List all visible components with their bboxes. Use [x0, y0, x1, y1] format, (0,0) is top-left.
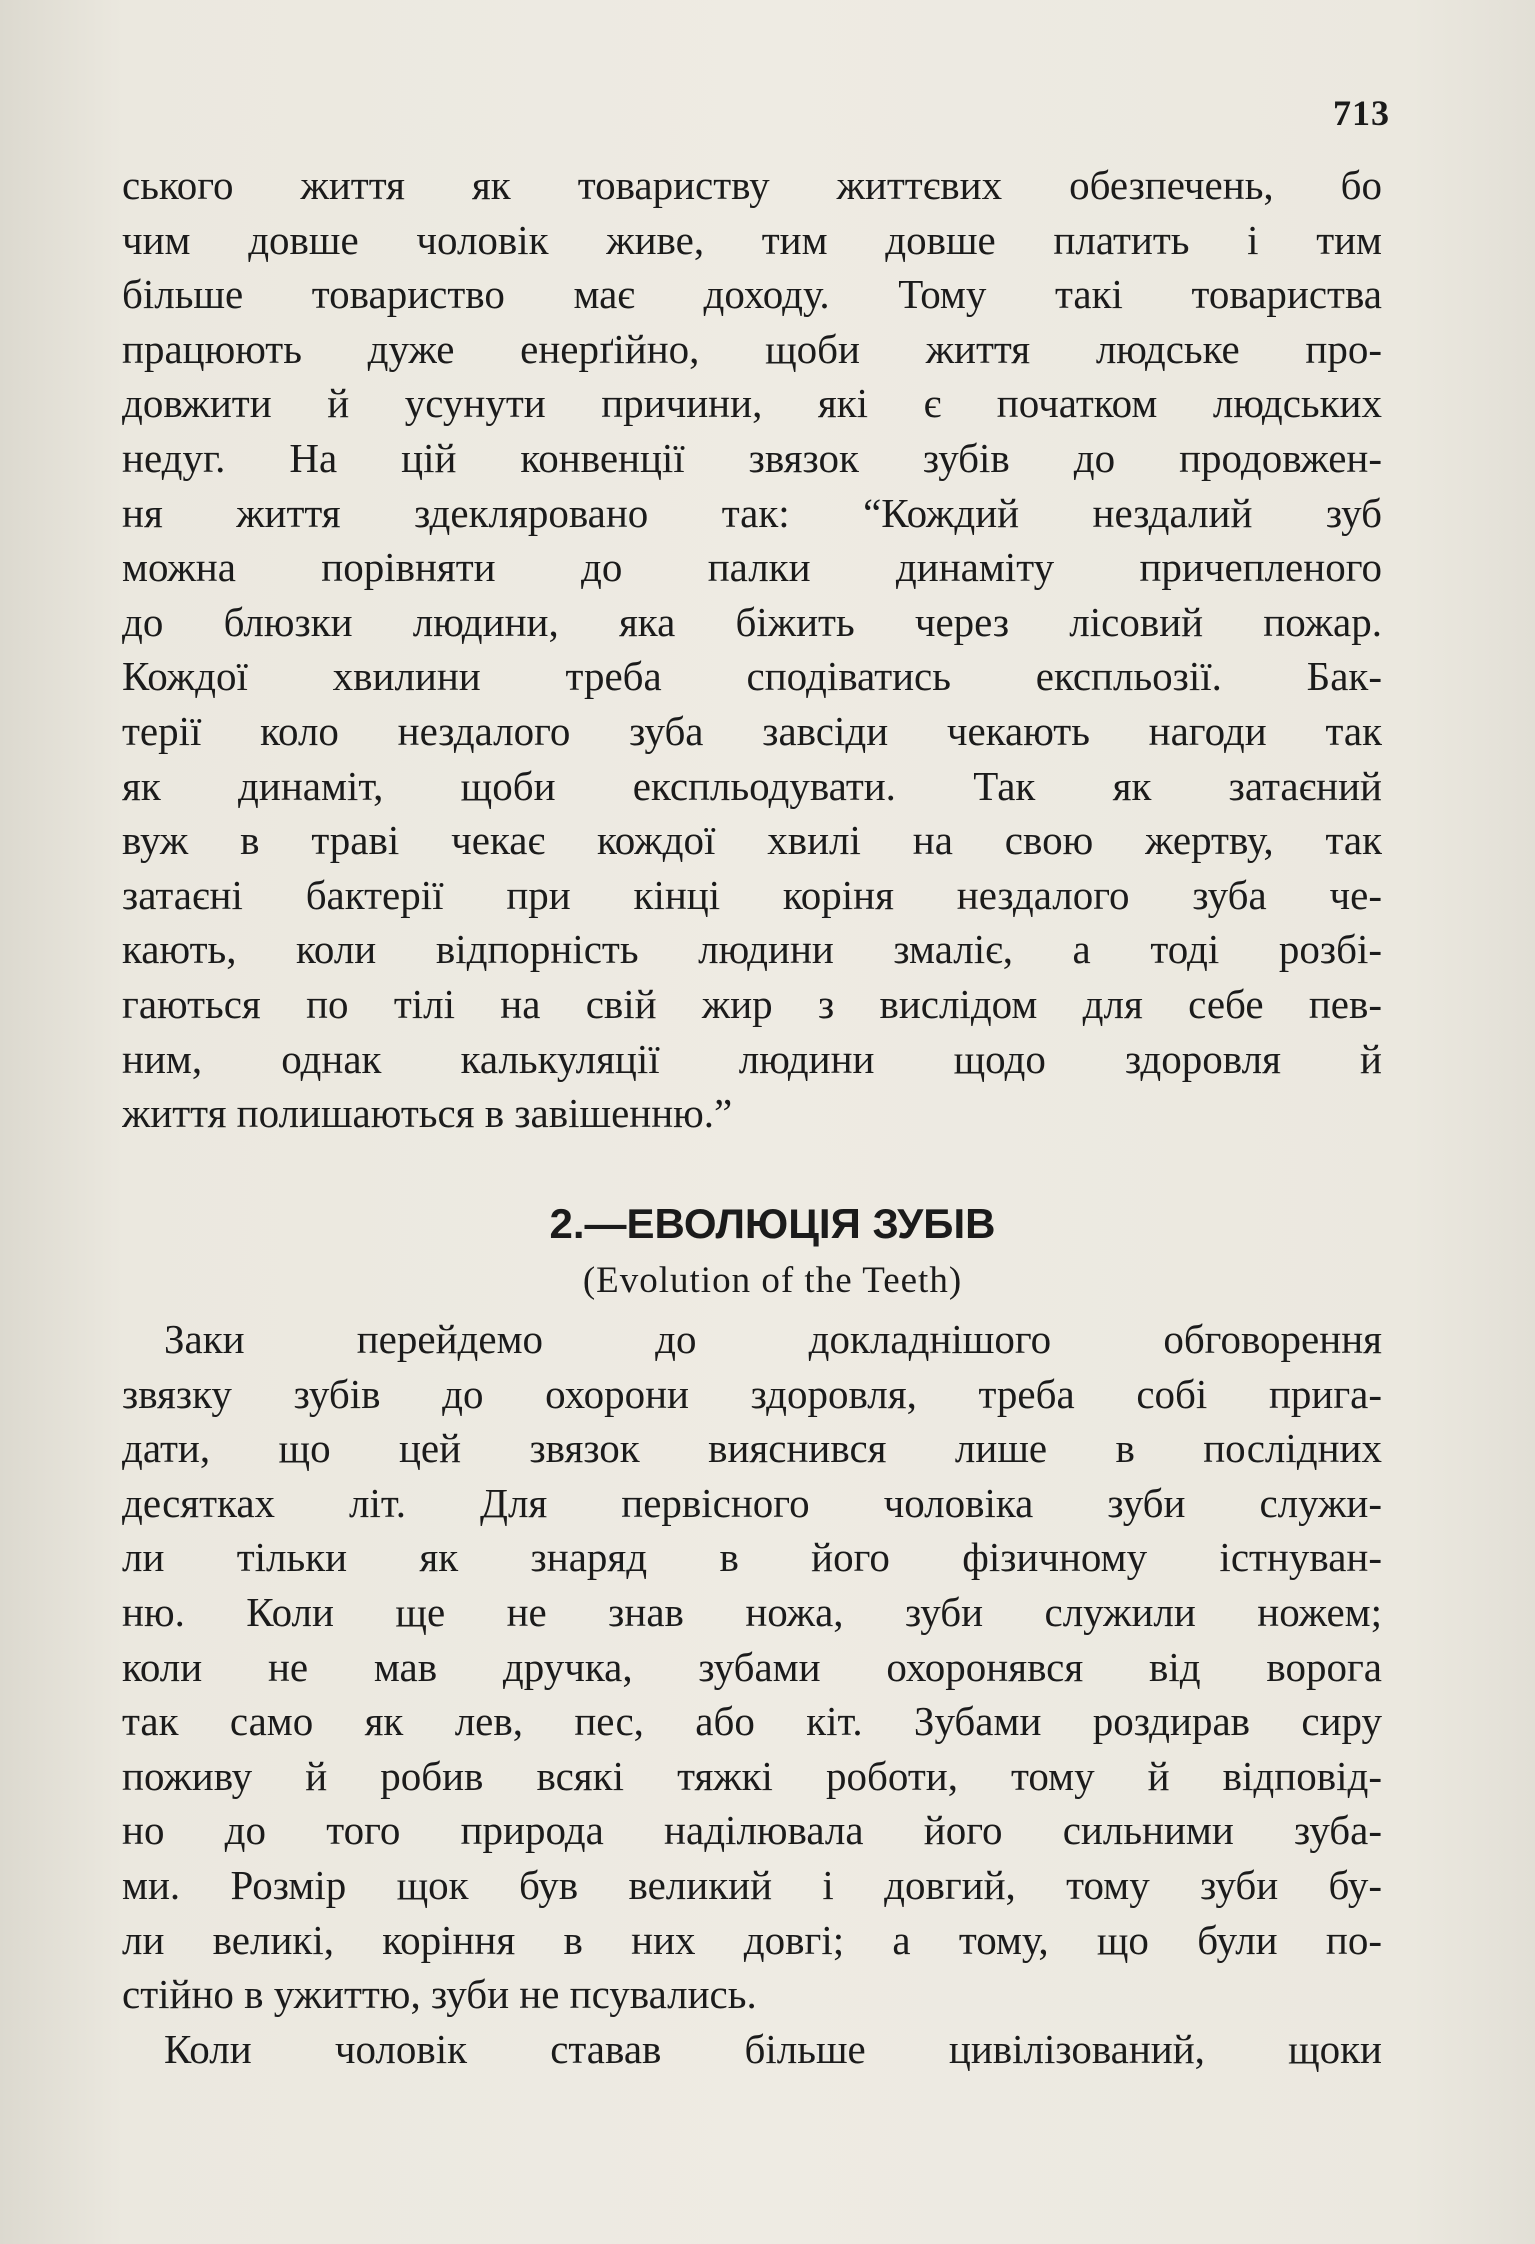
text-line: Заки перейдемо до докладнішого обговорення [164, 1316, 1382, 1362]
text-line: гаються по тілі на свій жир з вислідом для себе пев- [122, 980, 1382, 1027]
text-line: вуж в траві чекає кождої хвилі на свою жертву, так [122, 817, 1382, 864]
paragraph-evolution [122, 1312, 1382, 2076]
text-line: так само як лев, пес, або кіт. Зубами роздирав сиру [122, 1698, 1382, 1745]
text-line: но до того природа наділювала його сильними зуба- [122, 1807, 1382, 1854]
section-subtitle: (Evolution of the Teeth) [582, 1260, 963, 1301]
text-line: десятках літ. Для первісного чоловіка зуби служи- [122, 1479, 1382, 1526]
text-line: терії коло нездалого зуба завсіди чекають нагоди так [122, 707, 1382, 754]
text-line: життя полишаються в завішенню.” [122, 1090, 733, 1137]
paragraph-continued [122, 158, 1382, 1141]
text-line: ського життя як товариству життєвих обезпечень, бо [122, 162, 1382, 208]
text-line: Коли чоловік ставав більше цивілізований, щоки [164, 2025, 1382, 2072]
text-line: довжити й усунути причини, які є початком людських [122, 380, 1382, 427]
section-title: 2.—ЕВОЛЮЦІЯ ЗУБІВ [549, 1200, 996, 1247]
text-line: коли не мав дручка, зубами охоронявся від ворога [122, 1643, 1382, 1690]
text-line: до блюзки людини, яка біжить через лісовий пожар. [122, 598, 1382, 645]
text-line: можна порівняти до палки динаміту причепленого [122, 544, 1382, 591]
text-line: дати, що цей звязок вияснився лише в послідних [122, 1425, 1382, 1472]
text-line: ня життя здекляровано так: “Кождий нездалий зуб [122, 489, 1382, 536]
text-line: як динаміт, щоби експльодувати. Так як затаєний [122, 762, 1382, 809]
text-line: працюють дуже енерґійно, щоби життя людське про- [122, 325, 1382, 372]
text-line: ню. Коли ще не знав ножа, зуби служили ножем; [122, 1588, 1382, 1635]
text-line: ним, однак калькуляції людини щодо здоровля й [122, 1035, 1382, 1082]
text-line: недуг. На цій конвенції звязок зубів до продовжен- [122, 434, 1382, 481]
text-line: поживу й робив всякі тяжкі роботи, тому й відповід- [122, 1752, 1382, 1799]
page-number: 713 [1333, 93, 1390, 133]
text-line: кають, коли відпорність людини змаліє, а тоді розбі- [122, 926, 1382, 973]
text-line: ми. Розмір щок був великий і довгий, тому зуби бу- [122, 1861, 1382, 1908]
text-line: чим довше чоловік живе, тим довше платить і тим [122, 216, 1382, 263]
text-line: Кождої хвилини треба сподіватись експльозії. Бак- [122, 653, 1382, 700]
text-line: ли великі, коріння в них довгі; а тому, що були по- [122, 1916, 1382, 1963]
text-line: затаєні бактерії при кінці коріня нездалого зуба че- [122, 871, 1382, 918]
text-line: звязку зубів до охорони здоровля, треба собі прига- [122, 1370, 1382, 1417]
text-line: більше товариство має доходу. Тому такі товариства [122, 271, 1382, 318]
text-line: стійно в ужиттю, зуби не псувались. [122, 1971, 757, 2018]
text-line: ли тільки як знаряд в його фізичному істнуван- [122, 1534, 1382, 1581]
